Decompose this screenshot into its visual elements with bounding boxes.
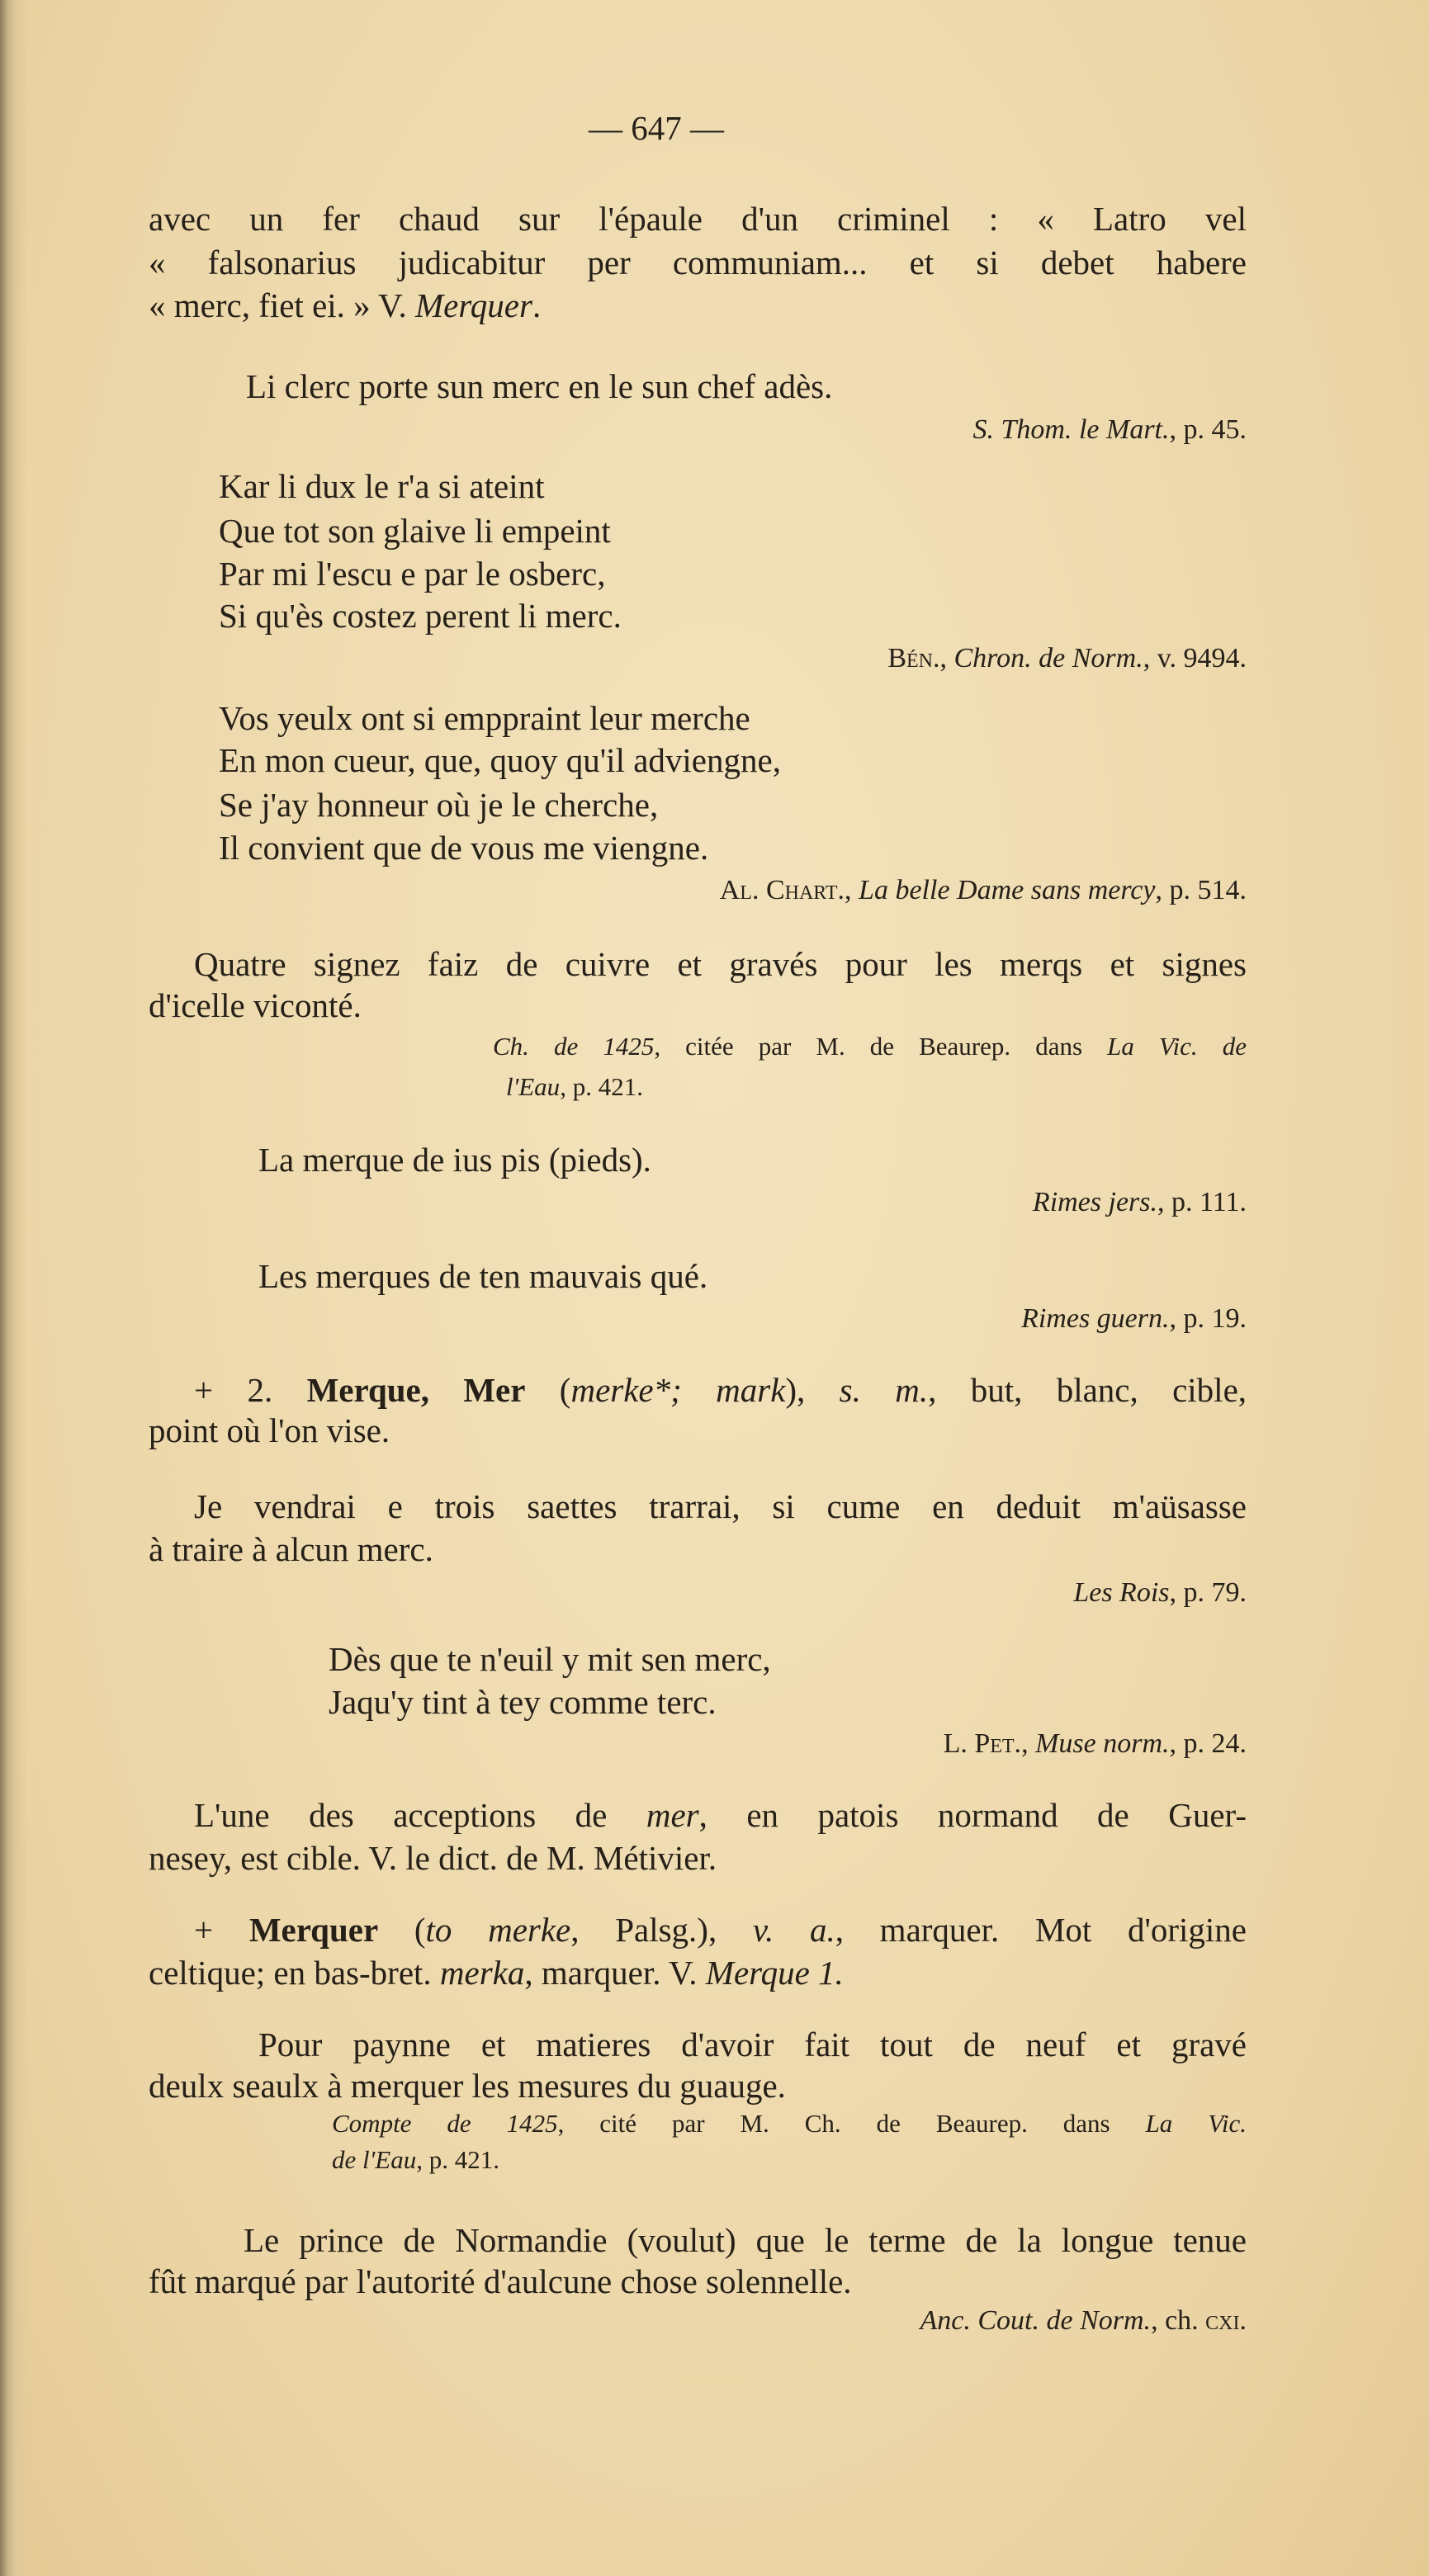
text-line	[329, 1638, 771, 1680]
text-segment: L'une des acceptions de	[194, 1796, 646, 1834]
italic-text: s. m.	[839, 1371, 929, 1409]
text-segment: ,	[1021, 1728, 1036, 1759]
italic-text: Rimes guern.	[1021, 1303, 1170, 1334]
author-abbrev: L. Pet.	[943, 1728, 1022, 1759]
italic-text: S. Thom. le Mart.	[972, 414, 1170, 445]
citation-line	[332, 2139, 499, 2181]
text-segment: , v. 9494.	[1143, 643, 1247, 674]
text-line	[246, 366, 832, 407]
author-abbrev: Bén.	[887, 643, 940, 674]
headword: Merque, Mer	[306, 1371, 526, 1409]
text-segment: fût marqué par l'autorité d'aulcune chose solennelle.	[149, 2262, 852, 2300]
italic-text: Merque 1.	[705, 1954, 844, 1992]
text-segment: , p. 19.	[1169, 1303, 1247, 1334]
text-line	[149, 2261, 852, 2302]
text-segment: point où l'on vise.	[149, 1411, 390, 1449]
author-abbrev: Al. Chart.	[719, 875, 845, 905]
text-segment: , citée par M. de Beaurep. dans	[654, 1032, 1108, 1061]
text-line	[219, 510, 611, 551]
text-segment: celtique; en bas-bret.	[149, 1954, 440, 1992]
text-line	[194, 1486, 1247, 1527]
citation-line	[248, 1298, 1247, 1340]
text-segment: , p. 111.	[1157, 1187, 1247, 1217]
text-line	[149, 198, 1247, 239]
text-line	[258, 2024, 1247, 2065]
text-segment: Kar li dux le r'a si ateint	[219, 467, 545, 505]
text-line	[149, 285, 541, 326]
italic-text: v. a.	[752, 1911, 835, 1949]
italic-text: Ch. de 1425	[493, 1032, 655, 1061]
text-segment: Pour paynne et matieres d'avoir fait tout de neuf et gravé	[258, 2025, 1247, 2063]
text-segment: Quatre signez faiz de cuivre et gravés pour les merqs et signes	[194, 945, 1247, 983]
text-line	[194, 1909, 1247, 1950]
italic-text: to merke	[425, 1911, 571, 1949]
text-segment: Jaqu'y tint à tey comme terc.	[329, 1683, 717, 1721]
text-line	[219, 553, 605, 594]
text-segment: Le prince de Normandie (voulut) que le terme de la longue tenue	[244, 2221, 1247, 2259]
italic-text: Les Rois	[1073, 1577, 1170, 1608]
text-line	[194, 1794, 1247, 1836]
citation-line	[493, 1026, 1247, 1067]
citation-line	[248, 1182, 1247, 1223]
text-segment: , en patois normand de Guer-	[698, 1796, 1247, 1834]
text-line	[258, 1139, 651, 1180]
text-line	[219, 740, 781, 781]
text-segment: , marquer. V.	[524, 1954, 706, 1992]
text-segment: , Palsg.),	[570, 1911, 753, 1949]
text-segment: , p. 421.	[416, 2145, 499, 2174]
text-segment: « merc, fiet ei. » V.	[149, 286, 415, 324]
citation-line	[332, 2103, 1247, 2144]
author-abbrev: cxi.	[1205, 2305, 1247, 2336]
text-segment: nesey, est cible. V. le dict. de M. Métivier.	[149, 1839, 717, 1877]
text-line	[149, 242, 1247, 283]
text-segment: Par mi l'escu e par le osberc,	[219, 555, 606, 593]
italic-text: merka	[439, 1954, 525, 1992]
text-segment: Si qu'ès costez perent li merc.	[219, 597, 622, 635]
text-segment: Il convient que de vous me viengne.	[219, 829, 709, 867]
citation-line	[248, 409, 1247, 451]
text-segment: , p. 45.	[1169, 414, 1247, 445]
italic-text: mer	[646, 1796, 699, 1834]
italic-text: Compte de 1425	[332, 2109, 558, 2138]
italic-text: Merquer	[415, 286, 532, 324]
text-line	[194, 1369, 1247, 1411]
text-segment: Vos yeulx ont si emppraint leur merche	[219, 699, 750, 737]
text-segment: Les merques de ten mauvais qué.	[258, 1257, 708, 1295]
text-segment: (	[525, 1371, 571, 1409]
text-segment: ),	[785, 1371, 840, 1409]
text-segment: , p. 514.	[1155, 875, 1247, 905]
italic-text: La Vic. de	[1107, 1032, 1247, 1061]
text-segment: d'icelle viconté.	[149, 986, 362, 1024]
text-segment: , p. 24.	[1169, 1728, 1247, 1759]
italic-text: de l'Eau	[332, 2145, 417, 2174]
text-segment: +	[194, 1911, 249, 1949]
text-line	[149, 1837, 717, 1879]
text-line	[244, 2219, 1247, 2261]
page-number	[528, 107, 784, 149]
text-segment: « falsonarius judicabitur per communiam... et si debet habere	[149, 243, 1247, 281]
text-segment: ,	[845, 875, 859, 905]
text-segment: , ch.	[1151, 2305, 1206, 2336]
text-line	[149, 1529, 433, 1570]
text-line	[329, 1681, 717, 1723]
italic-text: Rimes jers.	[1032, 1187, 1158, 1217]
text-segment: En mon cueur, que, quoy qu'il adviengne,	[219, 741, 781, 779]
text-segment: , cité par M. Ch. de Beaurep. dans	[557, 2109, 1146, 2138]
italic-text: Anc. Cout. de Norm.	[920, 2305, 1152, 2336]
text-line	[149, 1410, 390, 1451]
text-line	[258, 1255, 707, 1297]
text-segment: , p. 421.	[560, 1072, 643, 1101]
text-segment: ,	[939, 643, 954, 674]
text-line	[149, 2065, 786, 2106]
text-segment: Li clerc porte sun merc en le sun chef adès.	[246, 367, 833, 405]
italic-text: l'Eau	[506, 1072, 561, 1101]
text-line	[219, 827, 708, 868]
text-segment: Dès que te n'euil y mit sen merc,	[329, 1640, 771, 1678]
italic-text: merke*; mark	[570, 1371, 786, 1409]
text-line	[219, 595, 622, 636]
citation-line	[248, 2300, 1247, 2342]
text-segment: Que tot son glaive li empeint	[219, 512, 611, 550]
citation-line	[248, 638, 1247, 679]
headword: Merquer	[248, 1911, 379, 1949]
citation-line	[248, 1723, 1247, 1765]
text-segment: à traire à alcun merc.	[149, 1530, 433, 1568]
text-segment: — 647 —	[589, 109, 724, 147]
italic-text: La belle Dame sans mercy	[859, 875, 1156, 905]
text-segment: , p. 79.	[1169, 1577, 1247, 1608]
text-segment: + 2.	[194, 1371, 307, 1409]
text-segment: Se j'ay honneur où je le cherche,	[219, 786, 659, 824]
text-segment: , but, blanc, cible,	[928, 1371, 1247, 1409]
citation-line	[248, 1572, 1247, 1614]
text-segment: La merque de ius pis (pieds).	[258, 1141, 651, 1179]
text-line	[194, 943, 1247, 985]
citation-line	[506, 1066, 643, 1108]
text-segment: (	[378, 1911, 426, 1949]
italic-text: Chron. de Norm.	[953, 643, 1143, 674]
text-line	[149, 985, 362, 1026]
text-line	[219, 697, 750, 739]
italic-text: La Vic.	[1145, 2109, 1247, 2138]
text-segment: .	[532, 286, 542, 324]
text-line	[219, 784, 658, 825]
text-segment: deulx seaulx à merquer les mesures du guauge.	[149, 2067, 786, 2105]
citation-line	[248, 870, 1247, 911]
text-segment: avec un fer chaud sur l'épaule d'un criminel : « Latro vel	[149, 200, 1247, 238]
text-segment: , marquer. Mot d'origine	[835, 1911, 1247, 1949]
text-line	[149, 1952, 844, 1993]
scan-page-edge	[0, 0, 28, 2576]
text-line	[219, 466, 545, 507]
text-segment: Je vendrai e trois saettes trarrai, si cume en deduit m'aüsasse	[194, 1487, 1247, 1525]
italic-text: Muse norm.	[1035, 1728, 1170, 1759]
